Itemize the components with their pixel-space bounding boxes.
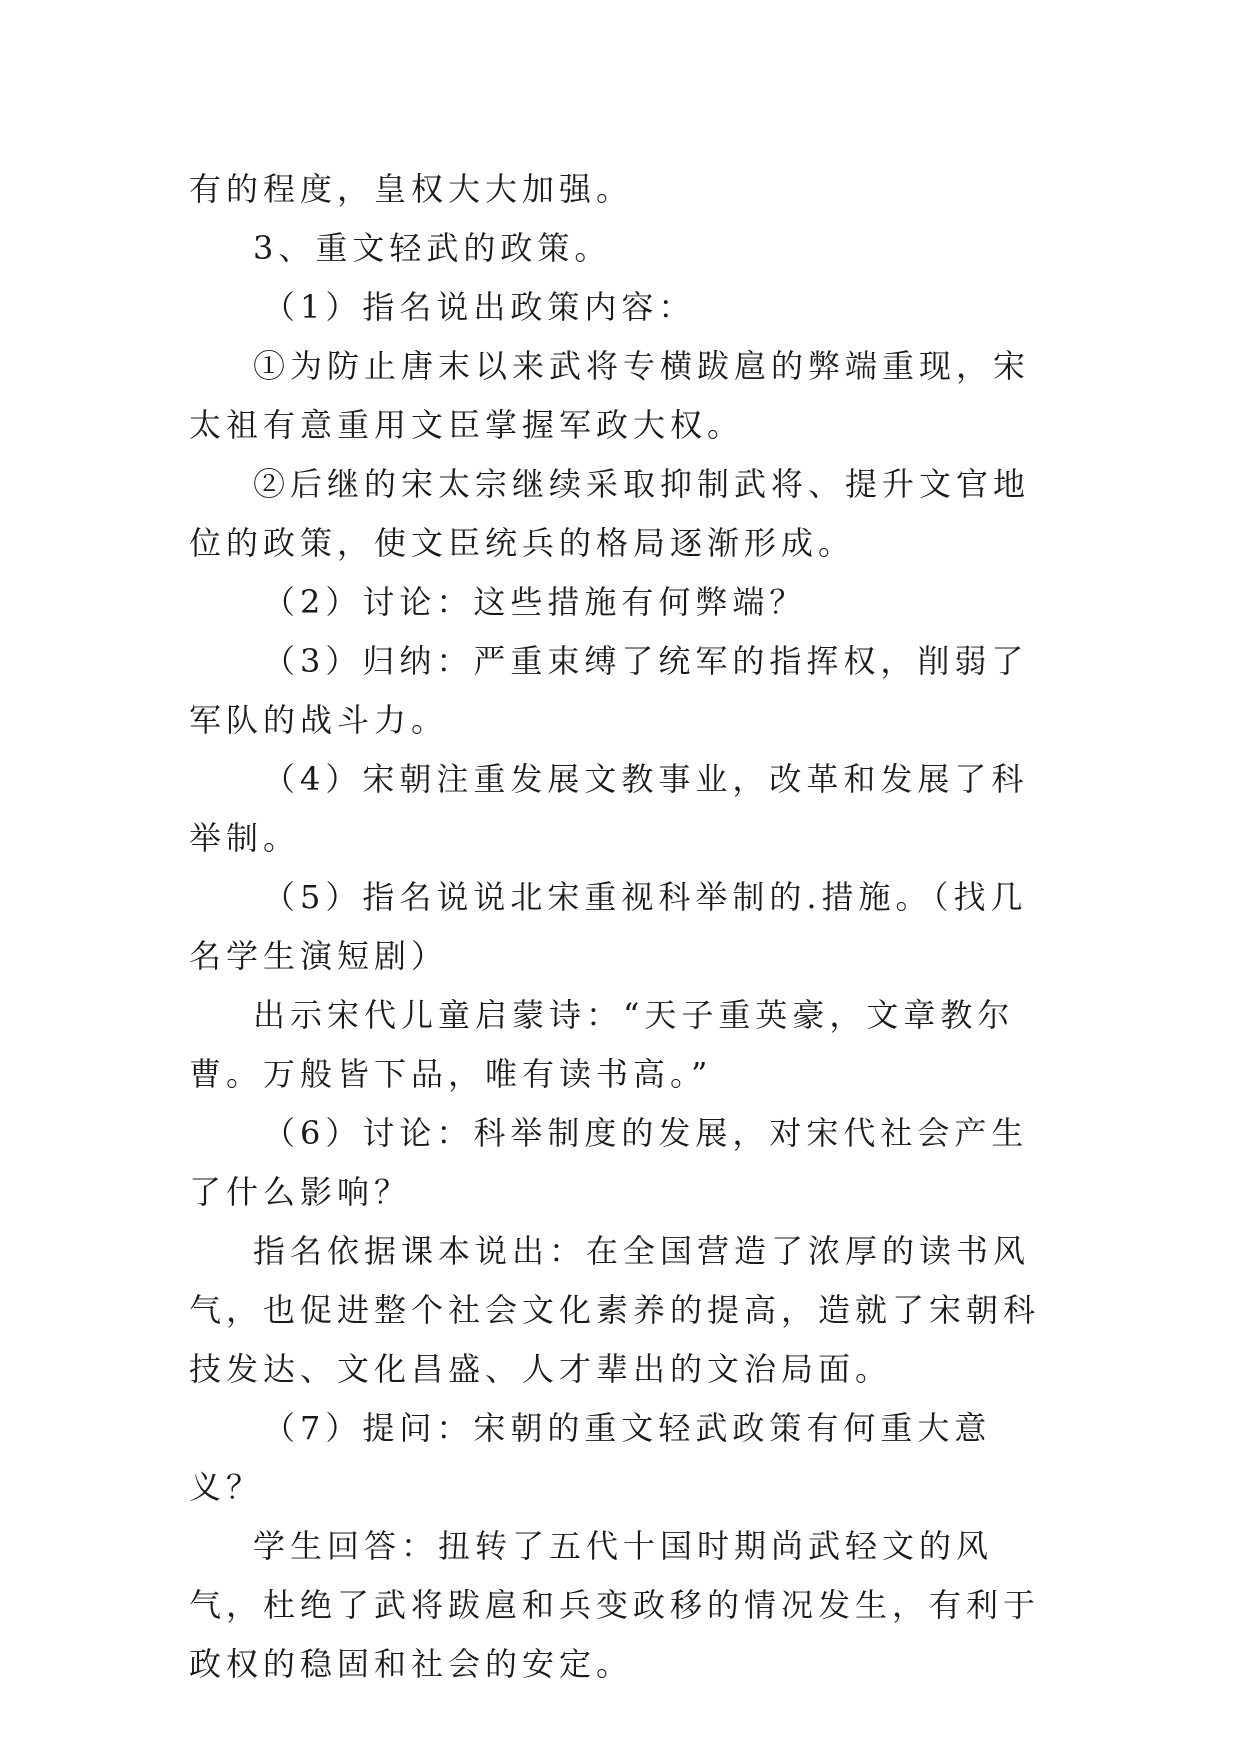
paragraph-answer-7: 学生回答：扭转了五代十国时期尚武轻文的风气，杜绝了武将跋扈和兵变政移的情况发生，有利于政权的稳固和社会的安定。: [189, 1527, 1041, 1683]
paragraph-item-5: （5）指名说说北宋重视科举制的.措施。（找几名学生演短剧）: [189, 878, 1028, 975]
paragraph-item-1: （1）指名说出政策内容：: [263, 288, 696, 326]
paragraph-answer-6: 指名依据课本说出：在全国营造了浓厚的读书风气，也促进整个社会文化素养的提高，造就了宋朝科技发达、文化昌盛、人才辈出的文治局面。: [189, 1232, 1041, 1388]
paragraph-item-4: （4）宋朝注重发展文教事业，改革和发展了科举制。: [189, 760, 1029, 857]
paragraph-point-2: ②后继的宋太宗继续采取抑制武将、提升文官地位的政策，使文臣统兵的格局逐渐形成。: [189, 465, 1031, 562]
paragraph-item-2: （2）讨论：这些措施有何弊端？: [263, 583, 807, 621]
section-heading-3: 3、重文轻武的政策。: [253, 229, 612, 267]
paragraph-item-7: （7）提问：宋朝的重文轻武政策有何重大意义？: [189, 1409, 992, 1506]
paragraph-point-1: ①为防止唐末以来武将专横跋扈的弊端重现，宋太祖有意重用文臣掌握军政大权。: [189, 347, 1031, 444]
body-text: [189, 160, 1054, 1694]
paragraph-continuation: 有的程度，皇权大大加强。: [189, 170, 634, 208]
paragraph-item-3: （3）归纳：严重束缚了统军的指挥权，削弱了军队的战斗力。: [189, 642, 1029, 739]
paragraph-item-6: （6）讨论：科举制度的发展，对宋代社会产生了什么影响？: [189, 1114, 1029, 1211]
paragraph-poem: 出示宋代儿童启蒙诗：“天子重英豪，文章教尔曹。万般皆下品，唯有读书高。”: [189, 996, 1015, 1093]
